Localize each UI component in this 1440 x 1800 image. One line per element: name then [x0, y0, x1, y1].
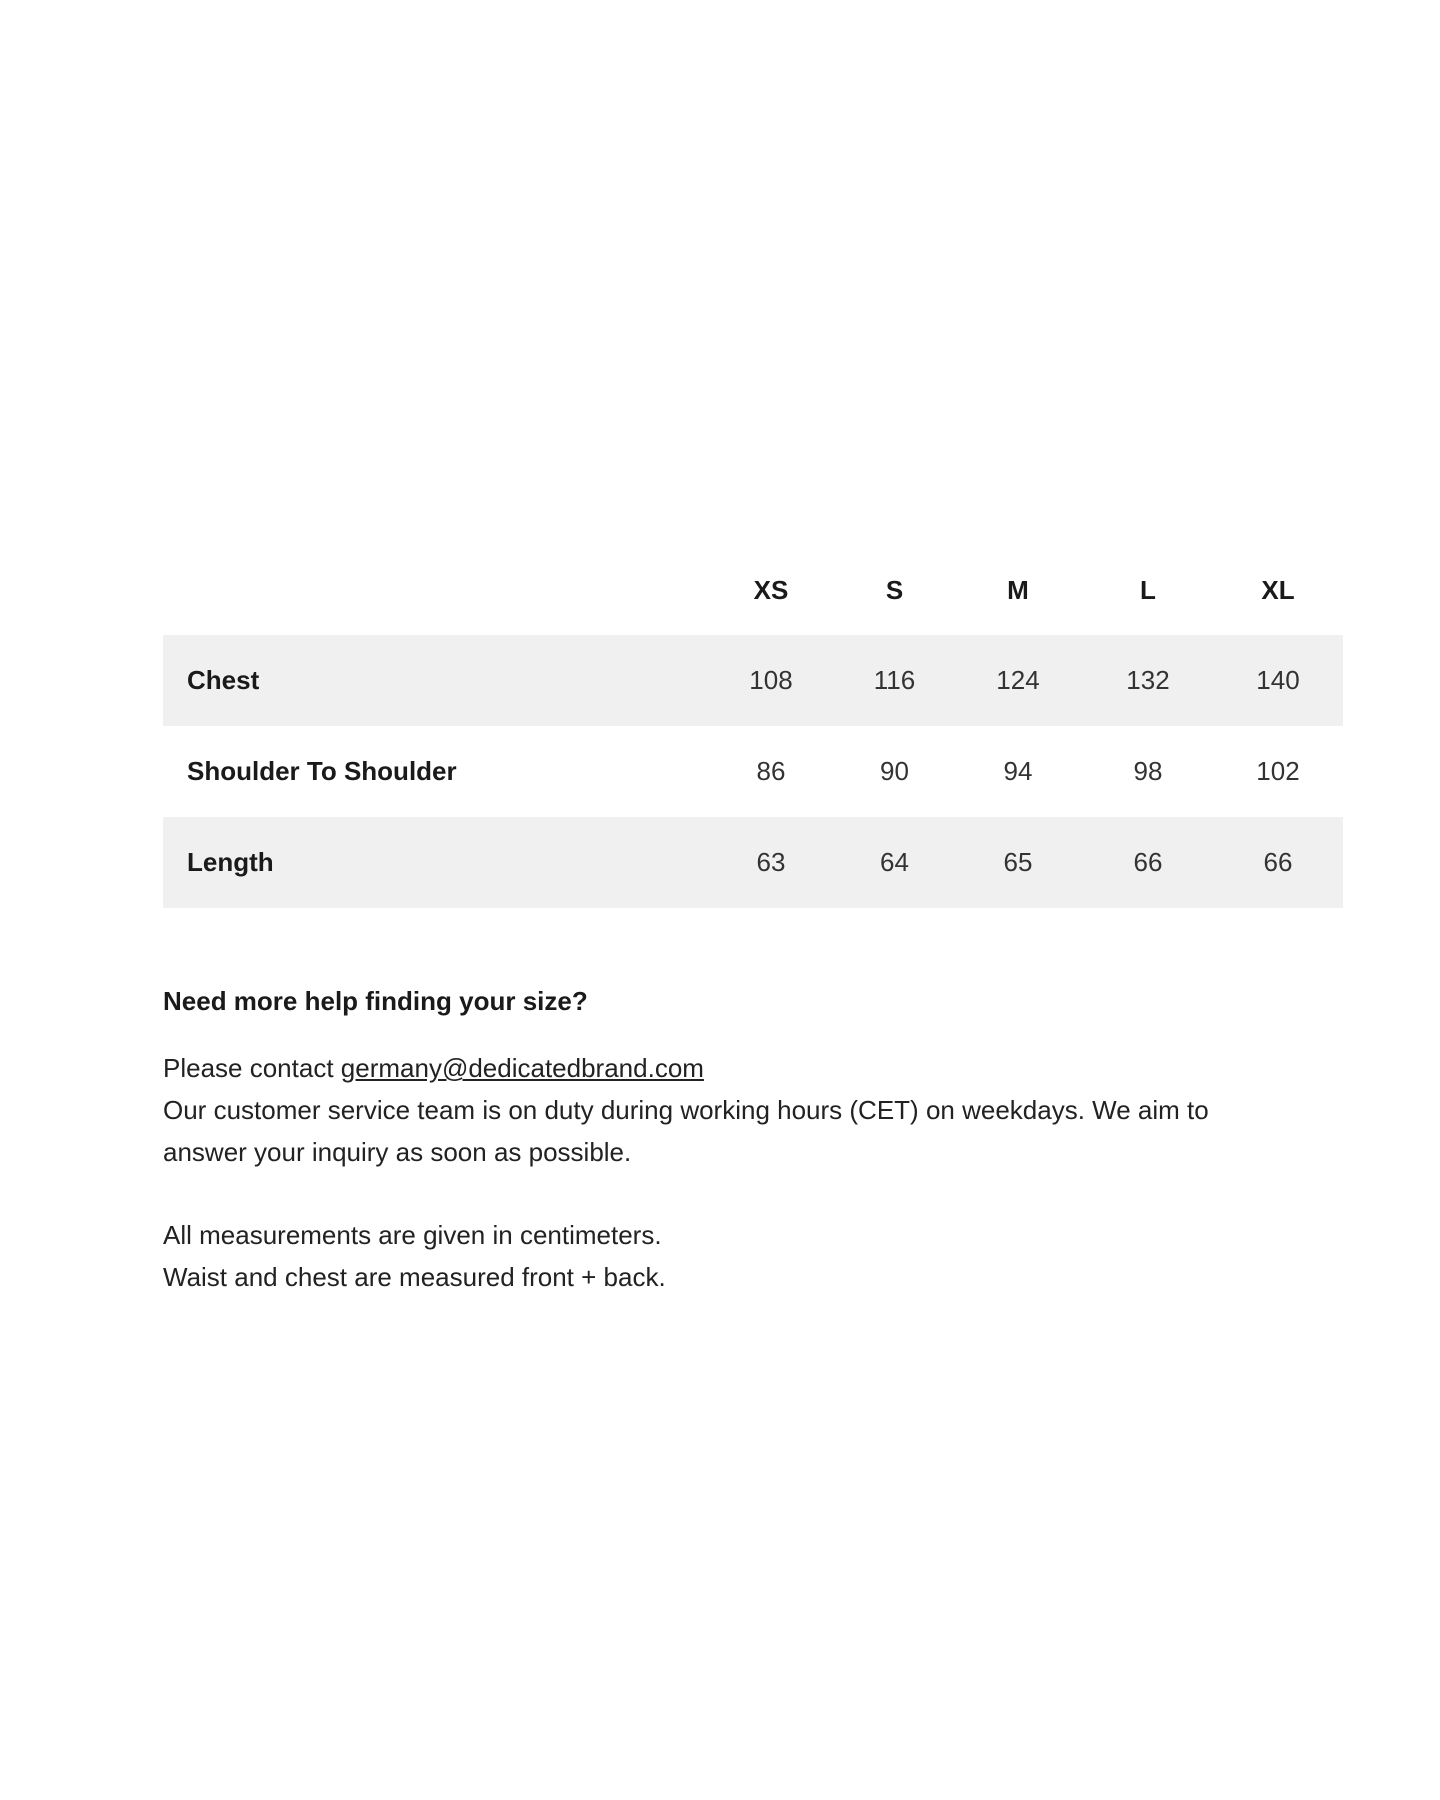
table-cell: 116 — [873, 665, 916, 695]
table-row-length — [163, 817, 1343, 908]
row-label-chest: Chest — [187, 665, 260, 695]
size-header-xl: XL — [1261, 574, 1295, 605]
contact-email-link[interactable]: germany@dedicatedbrand.com — [340, 1053, 704, 1083]
measurement-header-cell — [163, 545, 706, 635]
size-guide — [163, 545, 1300, 1298]
size-header-l: L — [1140, 574, 1156, 605]
table-cell: 108 — [749, 665, 793, 695]
table-cell: 94 — [1003, 756, 1033, 786]
table-row-chest — [163, 635, 1343, 726]
contact-prefix: Please contact — [163, 1053, 341, 1083]
table-cell: 124 — [996, 665, 1040, 695]
size-header-m: M — [1007, 574, 1029, 605]
table-cell: 98 — [1133, 756, 1163, 786]
table-cell: 90 — [880, 756, 909, 786]
table-cell: 66 — [1133, 847, 1163, 877]
table-cell: 64 — [880, 847, 909, 877]
measure-method-note: Waist and chest are measured front + back. — [163, 1262, 666, 1292]
table-cell: 140 — [1256, 665, 1300, 695]
table-cell: 86 — [756, 756, 786, 786]
row-label-shoulder: Shoulder To Shoulder — [187, 756, 457, 786]
measurement-notes — [163, 1214, 1293, 1298]
table-cell: 132 — [1126, 665, 1170, 695]
size-header-xs: XS — [753, 574, 789, 605]
table-cell: 63 — [756, 847, 786, 877]
table-row-shoulder — [163, 726, 1343, 817]
units-note: All measurements are given in centimeters. — [163, 1220, 662, 1250]
help-title: Need more help finding your size? — [163, 986, 588, 1016]
size-header-row — [163, 545, 1343, 635]
help-contact-text — [163, 1047, 1293, 1173]
size-chart-table — [163, 545, 1343, 908]
help-section — [163, 982, 1293, 1173]
service-hours-text: Our customer service team is on duty during working hours (CET) on weekdays. We aim to answer your inquiry as soon as possible. — [163, 1095, 1209, 1167]
table-cell: 65 — [1003, 847, 1033, 877]
size-header-s: S — [885, 574, 904, 605]
row-label-length: Length — [187, 847, 274, 877]
table-cell: 66 — [1263, 847, 1293, 877]
table-cell: 102 — [1256, 756, 1300, 786]
